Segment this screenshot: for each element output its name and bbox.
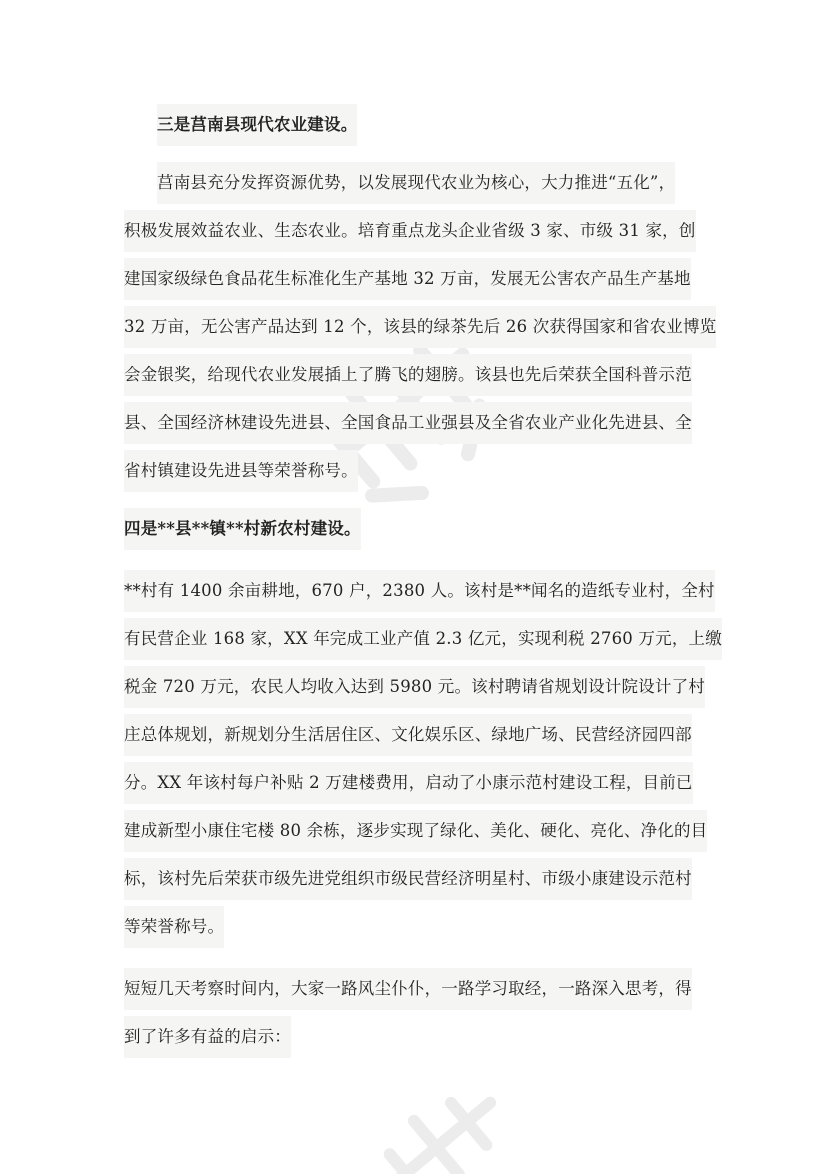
paragraph-line (124, 206, 704, 254)
paragraph-line (124, 1012, 704, 1060)
paragraph-line (124, 614, 722, 662)
paragraph-line (124, 662, 704, 710)
paragraph-line (124, 398, 704, 446)
paragraph-text: 省村镇建设先进县等荣誉称号。 (124, 450, 358, 492)
section-3-heading: 三是莒南县现代农业建设。 (157, 104, 357, 146)
paragraph-text: 建国家级绿色食品花生标准化生产基地 32 万亩，发展无公害农产品生产基地 (124, 258, 691, 300)
paragraph-text: 到了许多有益的启示： (124, 1016, 291, 1058)
section-3-heading-line (124, 100, 704, 148)
paragraph-text: 短短几天考察时间内，大家一路风尘仆仆，一路学习取经，一路深入思考，得 (124, 968, 692, 1010)
paragraph-line (124, 854, 704, 902)
paragraph-line (124, 758, 704, 806)
section-4-heading: 四是**县**镇**村新农村建设。 (124, 508, 361, 550)
paragraph-text: 等荣誉称号。 (124, 906, 224, 948)
paragraph-text: 有民营企业 168 家，XX 年完成工业产值 2.3 亿元，实现利税 2760 万元，上缴 (124, 618, 722, 660)
paragraph-line (124, 158, 704, 206)
document-body (124, 100, 722, 1060)
paragraph-line (124, 902, 704, 950)
paragraph-text: 积极发展效益农业、生态农业。培育重点龙头企业省级 3 家、市级 31 家，创 (124, 210, 696, 252)
paragraph-line (124, 566, 715, 614)
paragraph-text: **村有 1400 余亩耕地，670 户，2380 人。该村是**闻名的造纸专业村，全村 (124, 570, 715, 612)
watermark-logo-bottom (330, 1080, 530, 1174)
paragraph-line (124, 446, 704, 494)
paragraph-text: 32 万亩，无公害产品达到 12 个，该县的绿茶先后 26 次获得国家和省农业博览 (124, 306, 716, 348)
paragraph-text: 莒南县充分发挥资源优势，以发展现代农业为核心，大力推进“五化”， (157, 162, 675, 204)
paragraph-text: 标，该村先后荣获市级先进党组织市级民营经济明星村、市级小康建设示范村 (124, 858, 692, 900)
paragraph-text: 分。XX 年该村每户补贴 2 万建楼费用，启动了小康示范村建设工程，目前已 (124, 762, 693, 804)
paragraph-line (124, 302, 717, 350)
paragraph-line (124, 254, 704, 302)
paragraph-text: 县、全国经济林建设先进县、全国食品工业强县及全省农业产业化先进县、全 (124, 402, 692, 444)
paragraph-text: 庄总体规划，新规划分生活居住区、文化娱乐区、绿地广场、民营经济园四部 (124, 714, 692, 756)
paragraph-line (124, 350, 704, 398)
paragraph-text: 建成新型小康住宅楼 80 余栋，逐步实现了绿化、美化、硬化、亮化、净化的目 (124, 810, 707, 852)
paragraph-line (124, 710, 704, 758)
section-4-heading-line (124, 504, 704, 552)
paragraph-line (124, 806, 708, 854)
paragraph-line (124, 964, 704, 1012)
paragraph-text: 税金 720 万元，农民人均收入达到 5980 元。该村聘请省规划设计院设计了村 (124, 666, 705, 708)
paragraph-text: 会金银奖，给现代农业发展插上了腾飞的翅膀。该县也先后荣获全国科普示范 (124, 354, 692, 396)
